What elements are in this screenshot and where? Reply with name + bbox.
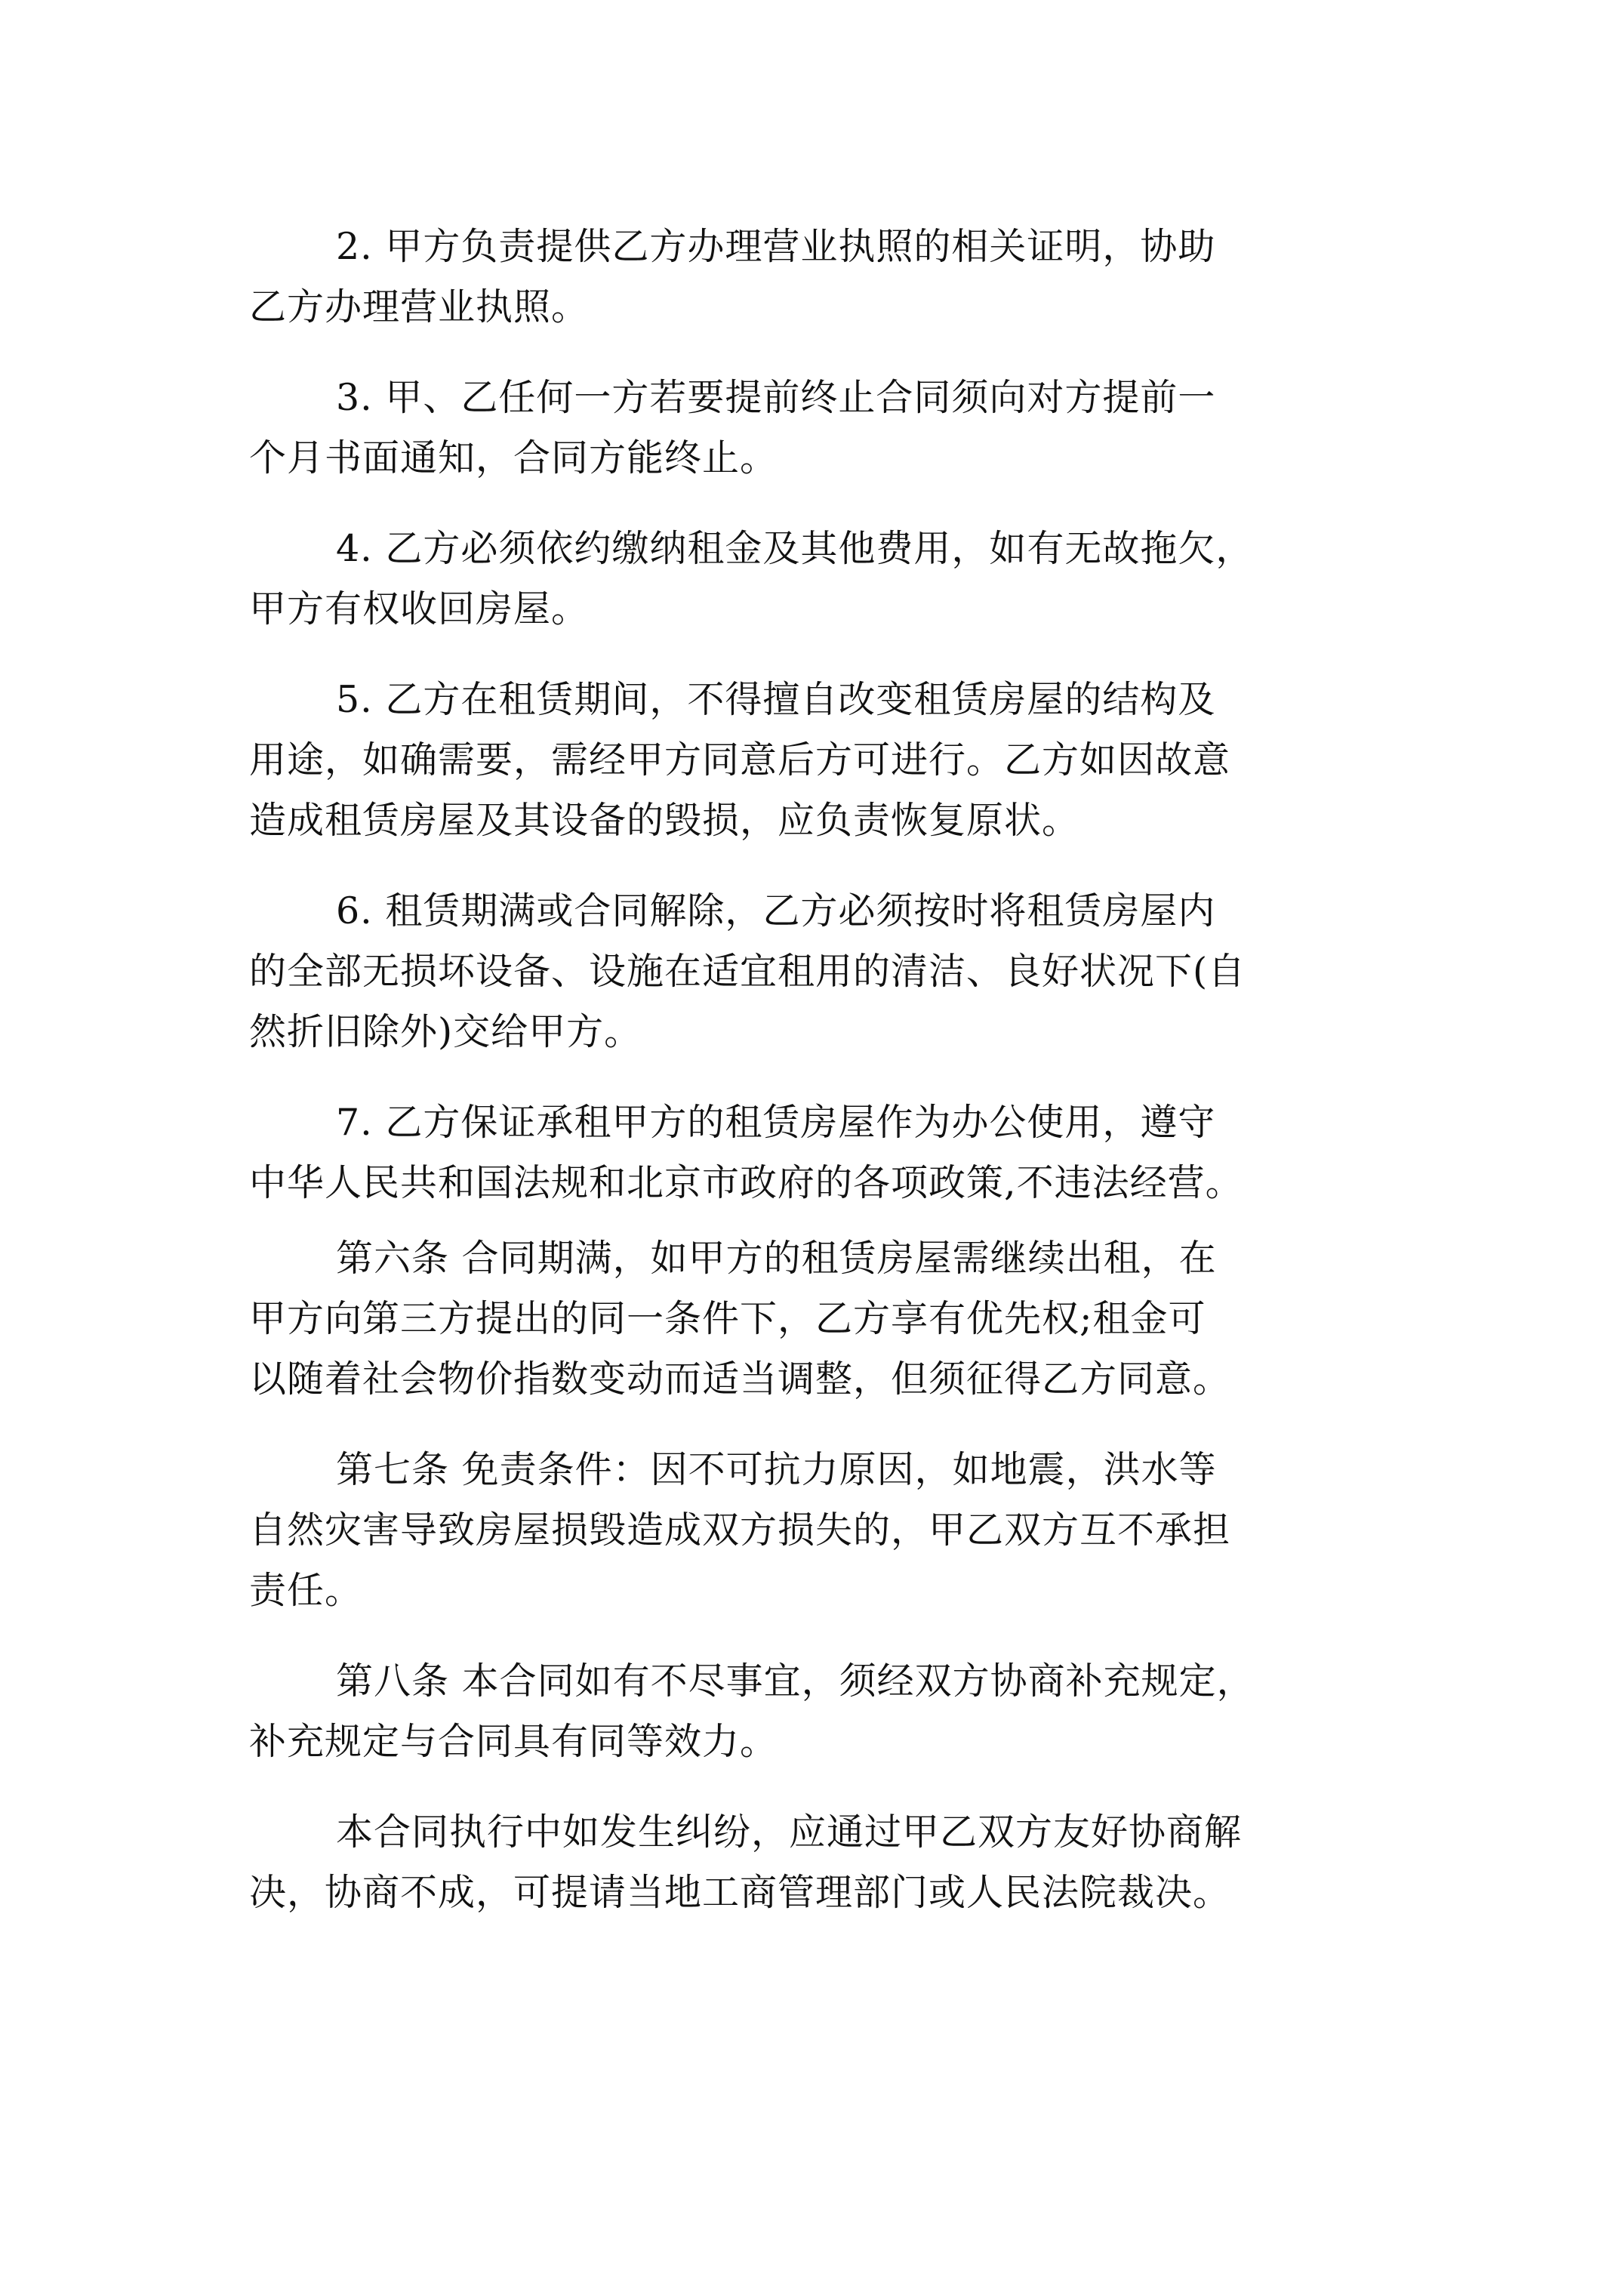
- article-8-line-2: 补充规定与合同具有同等效力。: [249, 1720, 778, 1763]
- clause-2-line-2: 乙方办理营业执照。: [249, 285, 590, 328]
- article-7-line-1: 第七条 免责条件：因不可抗力原因，如地震，洪水等: [336, 1448, 1217, 1491]
- clause-2-line-1: 2. 甲方负责提供乙方办理营业执照的相关证明，协助: [336, 225, 1216, 268]
- article-7-line-2: 自然灾害导致房屋损毁造成双方损失的，甲乙双方互不承担: [249, 1509, 1231, 1552]
- article-8-line-1: 第八条 本合同如有不尽事宜，须经双方协商补充规定，: [336, 1660, 1255, 1703]
- clause-5-line-2: 用途，如确需要，需经甲方同意后方可进行。乙方如因故意: [249, 738, 1231, 781]
- dispute-line-2: 决，协商不成，可提请当地工商管理部门或人民法院裁决。: [249, 1871, 1231, 1914]
- clause-3-line-2: 个月书面通知，合同方能终止。: [249, 436, 778, 479]
- clause-5-line-3: 造成租赁房屋及其设备的毁损，应负责恢复原状。: [249, 799, 1080, 842]
- clause-6-line-2: 的全部无损坏设备、设施在适宜租用的清洁、良好状况下(自: [249, 950, 1246, 993]
- clause-7-line-2: 中华人民共和国法规和北京市政府的各项政策,不违法经营。: [249, 1161, 1243, 1204]
- clause-6-line-3: 然折旧除外)交给甲方。: [249, 1010, 642, 1053]
- clause-3-line-1: 3. 甲、乙任何一方若要提前终止合同须向对方提前一: [336, 376, 1216, 419]
- article-7-line-3: 责任。: [249, 1569, 363, 1612]
- clause-4-line-1: 4. 乙方必须依约缴纳租金及其他费用，如有无故拖欠，: [336, 527, 1254, 570]
- dispute-line-1: 本合同执行中如发生纠纷，应通过甲乙双方友好协商解: [336, 1811, 1243, 1854]
- clause-5-line-1: 5. 乙方在租赁期间，不得擅自改变租赁房屋的结构及: [336, 678, 1216, 721]
- article-6-line-3: 以随着社会物价指数变动而适当调整，但须征得乙方同意。: [249, 1358, 1231, 1401]
- article-6-line-1: 第六条 合同期满，如甲方的租赁房屋需继续出租，在: [336, 1237, 1217, 1280]
- clause-7-line-1: 7. 乙方保证承租甲方的租赁房屋作为办公使用，遵守: [336, 1101, 1216, 1144]
- clause-6-line-1: 6. 租赁期满或合同解除，乙方必须按时将租赁房屋内: [336, 889, 1216, 932]
- clause-4-line-2: 甲方有权收回房屋。: [249, 587, 590, 630]
- article-6-line-2: 甲方向第三方提出的同一条件下，乙方享有优先权;租金可: [249, 1297, 1206, 1340]
